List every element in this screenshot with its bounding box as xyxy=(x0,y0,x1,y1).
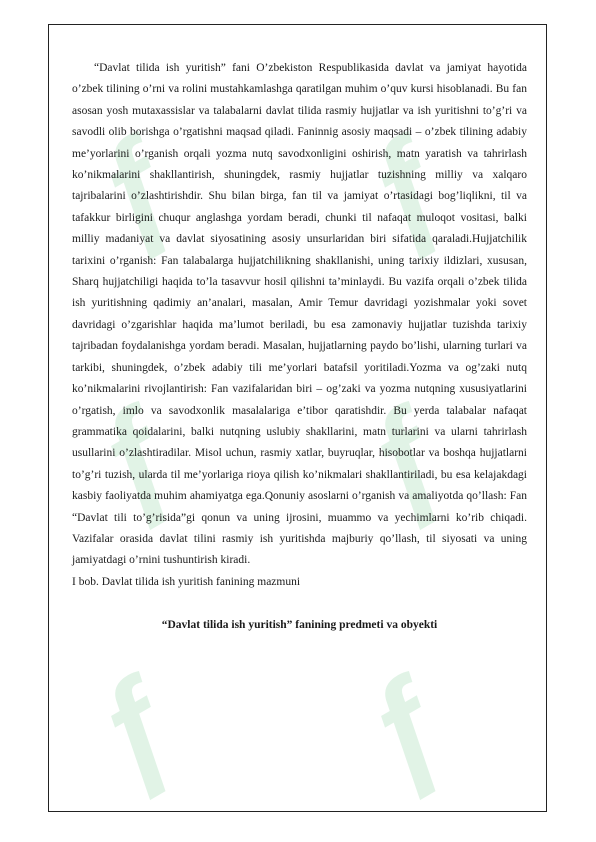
watermark-logo: ƒ xyxy=(338,643,474,807)
chapter-heading: I bob. Davlat tilida ish yuritish fanining mazmuni xyxy=(72,575,301,588)
watermark-logo: ƒ xyxy=(68,103,204,267)
section-heading: “Davlat tilida ish yuritish” fanining predmeti va obyekti xyxy=(161,619,438,632)
watermark-logo: ƒ xyxy=(68,373,204,537)
body-paragraph: “Davlat tilida ish yuritish” fani O’zbekiston Respublikasida davlat va jamiyat hayotida o’zbek tilining o’rni va rolini mustahkamlashga qaratilgan muhim o’quv kursi hisoblanadi. Bu fan asosan yosh mutaxassislar va talabalarni davlat tilida rasmiy hujjatlar va ish yuritishni to’g’ri va savodli olib borishga o’rgatishni maqsad qiladi. Faninnig asosiy maqsadi – o’zbek tilining adabiy me’yorlarini o’rganish orqali yozma nutq savodxonligini oshirish, matn yaratish va tahrirlash ko’nikmalarini shakllantirish, shuningdek, rasmiy hujjatlar tuzishning milliy va xalqaro tajribalarini o’zlashtirishdir. Shu bilan birga, fan til va jamiyat o’rtasidagi bog’liqlikni, til va tafakkur birligini chuqur anglashga yordam beradi, chunki til nafaqat muloqot vositasi, balki milliy madaniyat va davlat siyosatining asosiy unsurlaridan biri sifatida qaraladi.Hujjatchilik tarixini o’rganish: Fan talabalarga hujjatchilikning shakllanishi, uning tarixiy ildizlari, xususan, Sharq hujjatchiligi haqida to’la tasavvur hosil qilishni ta’minlaydi. Bu vazifa orqali o’zbek tilida ish yuritishning qadimiy an’analari, masalan, Amir Temur davridagi yozishmalar yoki sovet davridagi o’zgarishlar haqida ma’lumot beriladi, bu esa zamonaviy hujjatlar tuzishda tarixiy tajribadan foydalanishga yordam beradi. Masalan, hujjatlarning paydo bo’lishi, ularning turlari va tarkibi, shuningdek, o’zbek adabiy tili me’yorlari batafsil yoritiladi.Yozma va og’zaki nutq ko’nikmalarini rivojlantirish: Fan vazifalaridan biri – og’zaki va yozma nutqning xususiyatlarini o’rgatish, imlo va savodxonlik masalalariga e’tibor qaratishdir. Bu yerda talabalar nafaqat grammatika qoidalarini, balki nutqning uslubiy shakllarini, matn turlarini va ularni tahrirlash usullarini o’zlashtiradilar. Misol uchun, rasmiy xatlar, buyruqlar, hisobotlar va boshqa hujjatlarni to’g’ri tuzish, ularda til me’yorlariga rioya qilish ko’nikmalari shakllantiriladi, bu esa kelajakdagi kasbiy faoliyatda muhim ahamiyatga ega.Qonuniy asoslarni o’rganish va amaliyotda qo’llash: Fan “Davlat tili to’g’risida”gi qonun va uning ijrosini, muammo va yechimlarni ko’rib chiqadi. Vazifalar orasida davlat tilini rasmiy ish yuritishda majburiy qo’llash, til siyosati va uning jamiyatdagi o’rnini tushuntirish kiradi. xyxy=(72,62,527,567)
document-body xyxy=(68,58,527,637)
watermark-logo: ƒ xyxy=(68,643,204,807)
watermark-logo: ƒ xyxy=(338,373,474,537)
watermark-logo: ƒ xyxy=(338,103,474,267)
